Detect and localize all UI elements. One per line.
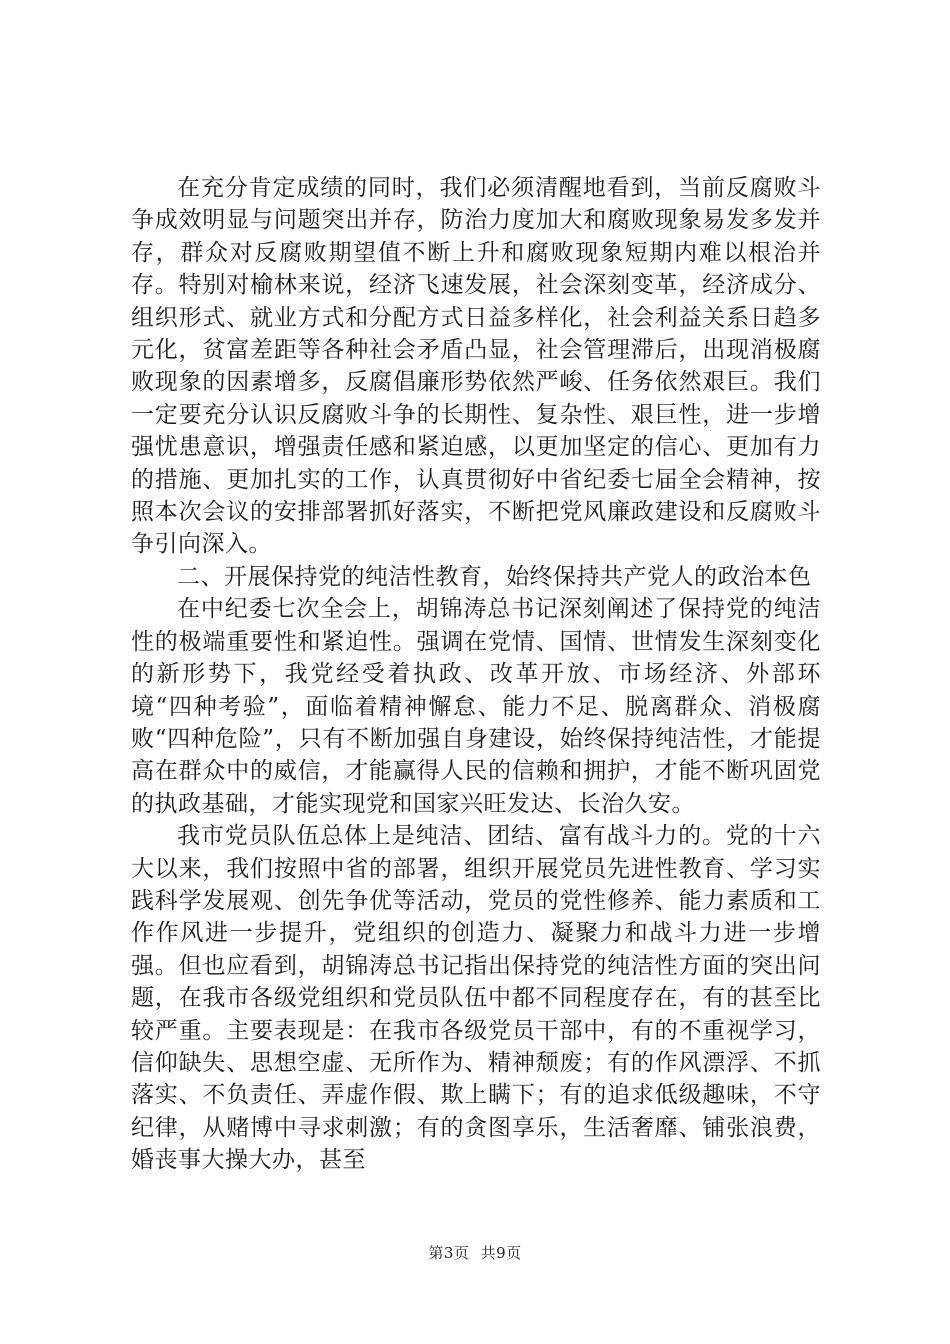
section-heading-2: 二、开展保持党的纯洁性教育，始终保持共产党人的政治本色 — [177, 563, 812, 590]
paragraph-2: 在中纪委七次全会上，胡锦涛总书记深刻阐述了保持党的纯洁性的极端重要性和紧迫性。强调在党情、国情、世情发生深刻变化的新形势下，我党经受着执政、改革开放、市场经济、外部环境“四种考验”，面临着精神懈怠、能力不足、脱离群众、消极腐败“四种危险”，只有不断加强自身建设，始终保持纯洁性，才能提高在群众中的威信，才能赢得人民的信赖和拥护，才能不断巩固党的执政基础，才能实现党和国家兴旺发达、长治久安。 — [131, 596, 821, 817]
page-number: 第3页 — [428, 1244, 470, 1262]
paragraph-3: 我市党员队伍总体上是纯洁、团结、富有战斗力的。党的十六大以来，我们按照中省的部署，组织开展党员先进性教育、学习实践科学发展观、创先争优等活动，党员的党性修养、能力素质和工作作风进一步提升，党组织的创造力、凝聚力和战斗力进一步增强。但也应看到，胡锦涛总书记指出保持党的纯洁性方面的突出问题，在我市各级党组织和党员队伍中都不同程度存在，有的甚至比较严重。主要表现是：在我市各级党员干部中，有的不重视学习，信仰缺失、思想空虚、无所作为、精神颓废；有的作风漂浮、不抓落实、不负责任、弄虚作假、欺上瞒下；有的追求低级趣味，不守纪律，从赌博中寻求刺激；有的贪图享乐，生活奢靡、铺张浪费，婚丧事大操大办，甚至 — [131, 823, 821, 1174]
page-footer — [0, 1242, 950, 1263]
paragraph-1: 在充分肯定成绩的同时，我们必须清醒地看到，当前反腐败斗争成效明显与问题突出并存，防治力度加大和腐败现象易发多发并存，群众对反腐败期望值不断上升和腐败现象短期内难以根治并存。特别对榆林来说，经济飞速发展，社会深刻变革，经济成分、组织形式、就业方式和分配方式日益多样化，社会利益关系日趋多元化，贫富差距等各种社会矛盾凸显，社会管理滞后，出现消极腐败现象的因素增多，反腐倡廉形势依然严峻、任务依然艰巨。我们一定要充分认识反腐败斗争的长期性、复杂性、艰巨性，进一步增强忧患意识，增强责任感和紧迫感，以更加坚定的信心、更加有力的措施、更加扎实的工作，认真贯彻好中省纪委七届全会精神，按照本次会议的安排部署抓好落实，不断把党风廉政建设和反腐败斗争引向深入。 — [131, 175, 821, 558]
page-total: 共9页 — [480, 1244, 522, 1262]
document-body — [131, 172, 821, 1177]
